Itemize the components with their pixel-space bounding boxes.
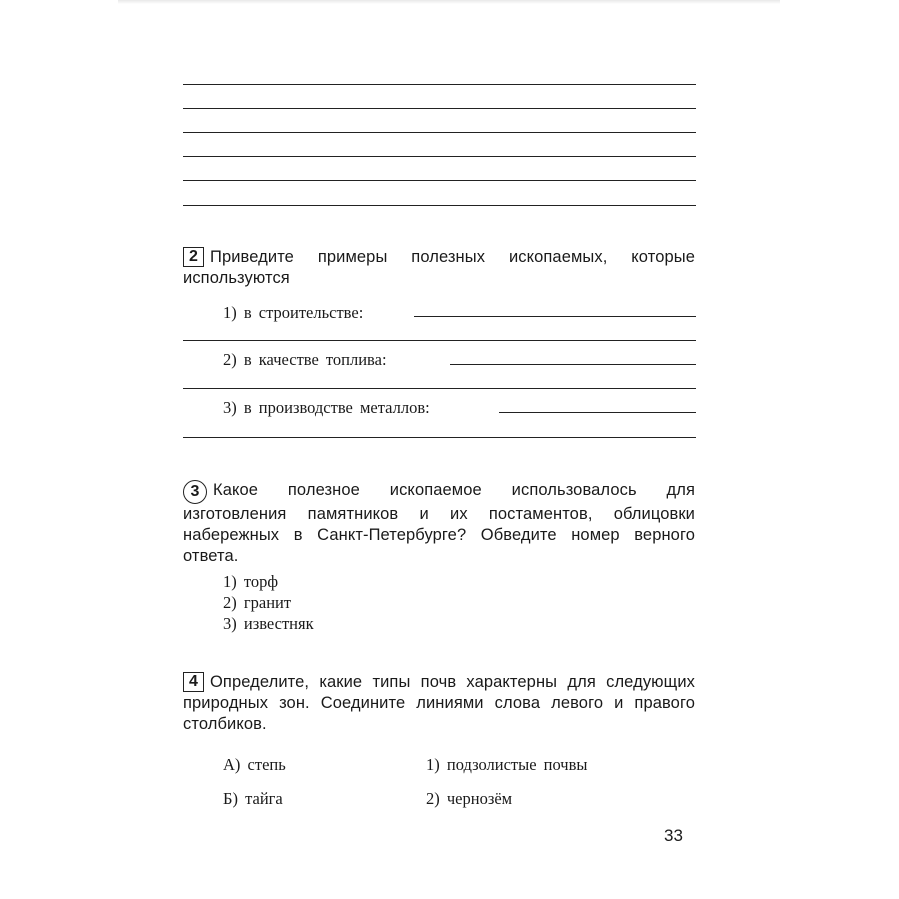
- question-4-number: 4: [183, 672, 204, 692]
- question-4-text: Определите, какие типы почв характерны для следующих природных зон. Соедините линиями слова левого и правого столбиков.: [183, 673, 695, 733]
- q2-answer-line-1b[interactable]: [183, 340, 696, 341]
- q4-left-item-1[interactable]: А) степь: [223, 755, 286, 774]
- q4-left-item-2[interactable]: Б) тайга: [223, 789, 283, 808]
- q2-answer-line-3a[interactable]: [499, 412, 696, 413]
- q2-item-1: 1) в строительстве:: [223, 303, 364, 322]
- q2-answer-line-2a[interactable]: [450, 364, 696, 365]
- answer-line[interactable]: [183, 156, 696, 157]
- question-3: [183, 480, 695, 567]
- question-3-number: 3: [183, 480, 207, 504]
- answer-line[interactable]: [183, 84, 696, 85]
- question-2-text: Приведите примеры полезных ископаемых, которые используются: [183, 248, 695, 287]
- question-2: [183, 247, 695, 289]
- question-4: [183, 672, 695, 735]
- q4-right-item-2[interactable]: 2) чернозём: [426, 789, 513, 808]
- q2-answer-line-2b[interactable]: [183, 388, 696, 389]
- q3-option-3[interactable]: 3) известняк: [223, 614, 314, 633]
- answer-line[interactable]: [183, 180, 696, 181]
- q2-item-3: 3) в производстве металлов:: [223, 398, 430, 417]
- q4-right-item-1[interactable]: 1) подзолистые почвы: [426, 755, 588, 774]
- page-number: 33: [664, 826, 683, 845]
- answer-line[interactable]: [183, 132, 696, 133]
- q3-option-2[interactable]: 2) гранит: [223, 593, 292, 612]
- q3-option-1[interactable]: 1) торф: [223, 572, 279, 591]
- answer-line[interactable]: [183, 205, 696, 206]
- question-3-text: Какое полезное ископаемое использовалось для изготовления памятников и их постаментов, облицовки набережных в Санкт-Петербурге? Обведите номер верного ответа.: [183, 481, 695, 565]
- q2-answer-line-3b[interactable]: [183, 437, 696, 438]
- page-top-edge: [118, 0, 780, 4]
- answer-line[interactable]: [183, 108, 696, 109]
- question-2-number: 2: [183, 247, 204, 267]
- q2-answer-line-1a[interactable]: [414, 316, 696, 317]
- q2-item-2: 2) в качестве топлива:: [223, 350, 387, 369]
